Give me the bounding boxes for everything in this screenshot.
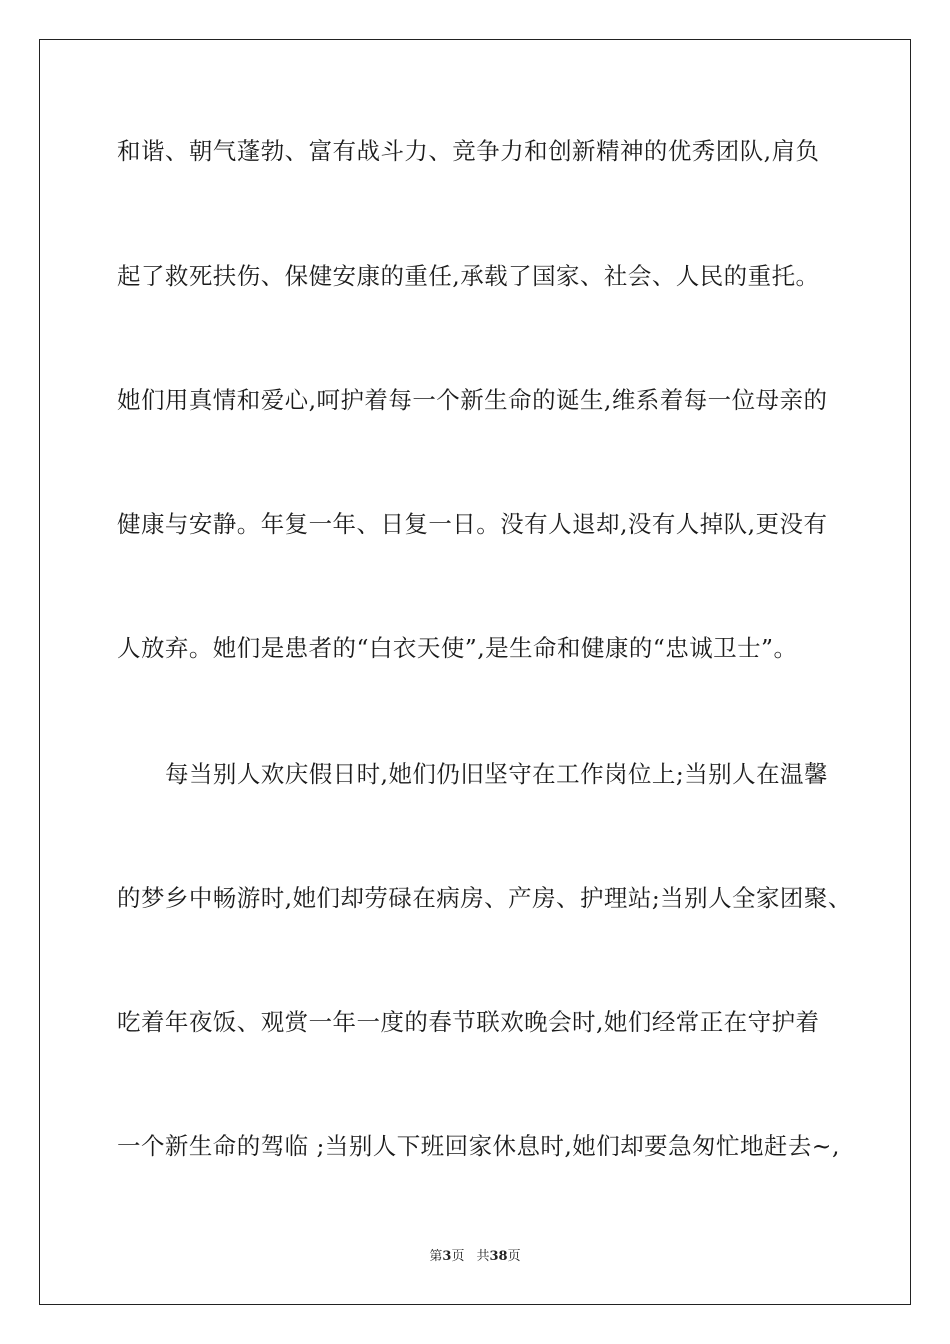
text-line: 健康与安静。年复一年、日复一日。没有人退却,没有人掉队,更没有 (117, 510, 828, 538)
page-suffix: 页 (451, 1249, 465, 1264)
text-line: 人放弃。她们是患者的“白衣天使”,是生命和健康的“忠诚卫士”。 (117, 634, 798, 662)
text-line: 一个新生命的驾临 ;当别人下班回家休息时,她们却要急匆忙地赶去~, (117, 1132, 840, 1160)
text-line: 起了救死扶伤、保健安康的重任,承载了国家、社会、人民的重托。 (117, 262, 820, 290)
page-prefix: 第 (429, 1249, 443, 1264)
page-number: 3 (442, 1249, 452, 1264)
text-line: 她们用真情和爱心,呵护着每一个新生命的诞生,维系着每一位母亲的 (117, 386, 828, 414)
total-pages: 38 (489, 1249, 508, 1264)
page-footer (0, 1249, 950, 1265)
text-line: 吃着年夜饭、观赏一年一度的春节联欢晚会时,她们经常正在守护着 (117, 1008, 820, 1036)
total-suffix: 页 (507, 1249, 521, 1264)
paragraph-first-line: 每当别人欢庆假日时,她们仍旧坚守在工作岗位上;当别人在温馨 (165, 760, 828, 788)
text-line: 和谐、朝气蓬勃、富有战斗力、竞争力和创新精神的优秀团队,肩负 (117, 137, 820, 165)
text-line: 的梦乡中畅游时,她们却劳碌在病房、产房、护理站;当别人全家团聚、 (117, 884, 852, 912)
page-border (39, 39, 911, 1305)
total-prefix: 共 (476, 1249, 490, 1264)
